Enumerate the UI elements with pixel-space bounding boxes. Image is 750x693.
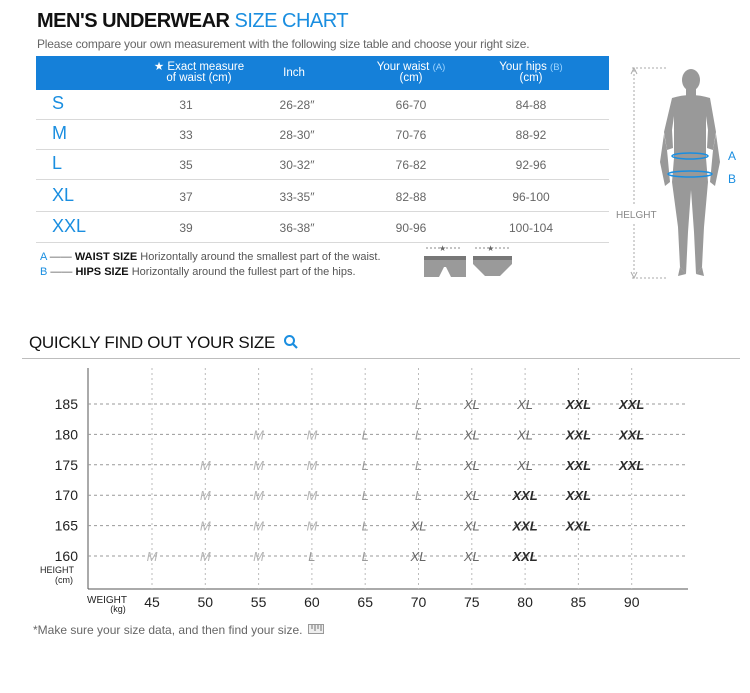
x-tick-label: 85 [570, 594, 587, 610]
size-mark-xl: XL [463, 457, 480, 473]
legend-waist [40, 251, 381, 263]
x-axis-unit: (kg) [110, 604, 126, 614]
your-hips-cell: 100-104 [508, 221, 554, 235]
size-mark-xl: XL [463, 488, 480, 504]
size-mark-xxl: XXL [565, 457, 592, 473]
size-mark-xl: XL [463, 549, 480, 564]
size-mark-m: M [306, 518, 318, 534]
size-mark-xxl: XXL [619, 457, 645, 473]
x-tick-label: 65 [357, 594, 373, 610]
size-mark-m: M [306, 488, 318, 504]
header-waist-measure: ★ Exact measure of waist (cm) [153, 61, 245, 84]
title-part2: SIZE CHART [234, 10, 349, 32]
size-mark-m: M [253, 488, 265, 504]
footnote: *Make sure your size data, and then find your size. [33, 623, 324, 637]
size-mark-l: L [361, 457, 369, 473]
waist-cell: 35 [179, 158, 193, 172]
y-tick-label: 180 [54, 426, 78, 443]
size-mark-xl: XL [463, 427, 480, 443]
search-icon [283, 334, 299, 350]
x-tick-label: 70 [410, 594, 427, 610]
x-tick-label: 60 [304, 594, 320, 610]
your-waist-cell: 70-76 [395, 128, 427, 142]
inch-cell: 36-38″ [279, 221, 315, 235]
size-mark-xxl: XXL [619, 397, 645, 412]
size-mark-xl: XL [410, 518, 427, 534]
size-mark-xxl: XXL [565, 397, 592, 412]
legend-dash: —— [50, 266, 73, 278]
size-label: S [52, 93, 65, 113]
size-mark-m: M [146, 549, 158, 564]
inch-cell: 30-32″ [279, 158, 315, 172]
size-mark-l: L [308, 549, 316, 564]
your-hips-cell: 92-96 [515, 158, 547, 172]
size-mark-m: M [306, 457, 318, 473]
size-mark-l: L [361, 518, 369, 534]
size-mark-m: M [253, 518, 265, 534]
underwear-icons [420, 244, 514, 284]
y-tick-label: 160 [54, 548, 78, 564]
x-tick-label: 50 [197, 594, 214, 610]
boxer-brief-icon [424, 244, 466, 277]
table-row [36, 213, 609, 243]
table-row [36, 150, 609, 180]
size-mark-m: M [199, 488, 211, 504]
size-label: XL [52, 185, 75, 205]
y-tick-label: 170 [54, 487, 78, 504]
section-title: QUICKLY FIND OUT YOUR SIZE [29, 333, 299, 353]
your-waist-cell: 66-70 [395, 98, 427, 112]
x-axis-label: WEIGHT [87, 595, 127, 606]
legend-a-term: WAIST SIZE [74, 251, 138, 263]
size-finder-chart [0, 360, 750, 620]
size-mark-l: L [414, 457, 423, 473]
waist-cell: 37 [179, 190, 193, 204]
size-mark-xxl: XXL [565, 488, 592, 504]
legend-hips [40, 266, 356, 278]
size-label: M [52, 123, 67, 143]
size-table-header [36, 56, 609, 90]
y-axis-unit: (cm) [55, 575, 73, 585]
size-mark-xl: XL [463, 518, 480, 534]
size-mark-m: M [253, 427, 265, 443]
size-mark-xl: XL [410, 549, 427, 564]
size-mark-xl: XL [517, 427, 534, 443]
your-waist-cell: 90-96 [395, 221, 427, 235]
title-part1: MEN'S UNDERWEAR [37, 10, 230, 32]
your-hips-cell: 84-88 [515, 98, 547, 112]
size-mark-l: L [414, 427, 423, 443]
y-tick-label: 185 [54, 396, 78, 412]
legend-b-text: Horizontally around the fullest part of the hips. [131, 266, 356, 278]
waist-cell: 33 [179, 128, 193, 142]
size-mark-m: M [306, 427, 318, 443]
your-waist-cell: 76-82 [395, 158, 427, 172]
y-tick-label: 165 [54, 517, 78, 534]
size-mark-l: L [361, 427, 369, 443]
size-mark-l: L [361, 549, 369, 564]
your-hips-cell: 96-100 [512, 190, 550, 204]
body-figure [612, 62, 750, 287]
size-mark-xl: XL [517, 397, 534, 412]
x-tick-label: 80 [517, 594, 533, 610]
size-mark-xxl: XXL [565, 427, 592, 443]
section-divider [22, 358, 740, 359]
size-mark-xl: XL [463, 397, 480, 412]
y-axis-label: HEIGHT [39, 565, 75, 575]
size-mark-m: M [199, 457, 211, 473]
inch-cell: 26-28″ [279, 98, 315, 112]
size-mark-xxl: XXL [512, 488, 538, 504]
your-hips-cell: 88-92 [515, 128, 547, 142]
size-label: XXL [52, 216, 87, 236]
size-mark-xxl: XXL [512, 549, 538, 564]
table-row [36, 182, 609, 212]
page-subtitle: Please compare your own measurement with the following size table and choose your right size. [37, 37, 530, 51]
x-tick-label: 75 [464, 594, 480, 610]
header-your-waist: Your waist (A) (cm) [376, 61, 446, 84]
legend-b-letter: B [40, 266, 48, 278]
figure-label-a: A [728, 149, 737, 163]
size-mark-xxl: XXL [619, 427, 645, 443]
size-mark-m: M [253, 457, 265, 473]
ruler-icon [308, 623, 324, 635]
svg-text:★: ★ [487, 244, 495, 253]
legend-b-term: HIPS SIZE [75, 266, 129, 278]
inch-cell: 28-30″ [279, 128, 315, 142]
table-row [36, 90, 609, 120]
size-mark-xxl: XXL [565, 518, 592, 534]
legend-a-letter: A [40, 251, 47, 263]
size-mark-m: M [199, 518, 211, 534]
size-mark-xl: XL [517, 457, 534, 473]
your-waist-cell: 82-88 [395, 190, 427, 204]
header-your-hips: Your hips (B) (cm) [499, 61, 563, 84]
figure-height-label: HELGHT [616, 210, 657, 221]
x-tick-label: 55 [250, 594, 267, 610]
figure-label-b: B [728, 172, 737, 186]
header-inch: Inch [283, 66, 305, 79]
legend-dash: —— [49, 251, 72, 263]
size-mark-m: M [253, 549, 265, 564]
size-mark-l: L [414, 488, 423, 504]
y-tick-label: 175 [54, 456, 78, 473]
svg-text:★: ★ [439, 244, 447, 253]
waist-cell: 31 [179, 98, 193, 112]
table-row [36, 120, 609, 150]
brief-icon [473, 244, 512, 276]
size-label: L [52, 153, 63, 173]
size-mark-l: L [361, 488, 369, 504]
x-tick-label: 45 [144, 594, 160, 610]
x-tick-label: 90 [623, 594, 640, 610]
legend-a-text: Horizontally around the smallest part of the waist. [140, 251, 381, 263]
size-mark-m: M [199, 549, 211, 564]
waist-cell: 39 [179, 221, 193, 235]
inch-cell: 33-35″ [279, 190, 315, 204]
size-mark-l: L [414, 397, 423, 412]
page-title [37, 10, 348, 33]
size-mark-xxl: XXL [512, 518, 538, 534]
